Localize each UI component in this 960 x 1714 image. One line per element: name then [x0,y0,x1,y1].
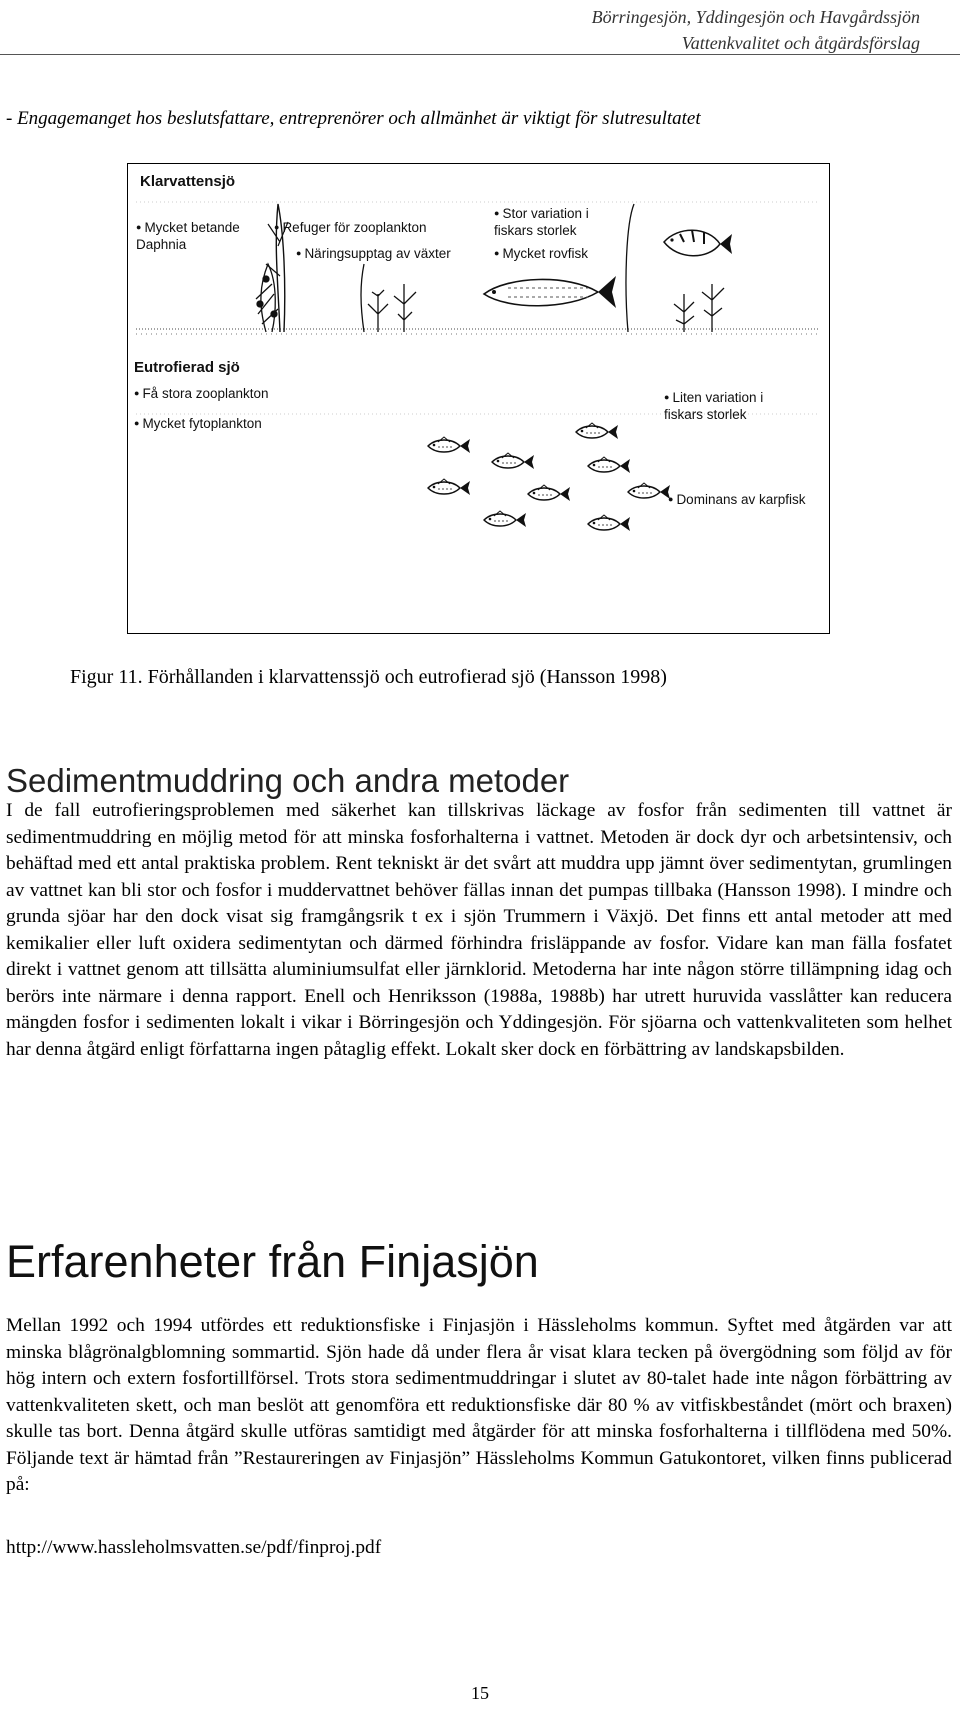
eutrophic-lake-title: Eutrofierad sjö [134,359,240,376]
page-number: 15 [471,1683,489,1703]
lake-comparison-figure [127,163,830,634]
figure-caption: Figur 11. Förhållanden i klarvattenssjö och eutrofierad sjö (Hansson 1998) [70,666,667,688]
paragraph-finjasjon: Mellan 1992 och 1994 utfördes ett reduktionsfiske i Finjasjön i Hässleholms kommun. Syftet med åtgärden var att minska blågrönalgblomning sommartid. Sjön hade då under flera år visat klara tecken på övergödning som följd av för hög intern och extern fosfortillförsel. Trots stora sedimentmuddringar i slutet av 80-talet hade inte någon förbättring av vattenkvaliteten skett, och man beslöt att genomföra ett reduktionsfiske där 80 % av vitfiskbeståndet (mört och braxen) skulle tas bort. Denna åtgärd skulle utföras samtidigt med åtgärder för att minska fosforhalterna i tillflödena med 50%. Följande text är hämtad från ”Restaureringen av Finjasjön” Hässleholms Kommun Gatukontoret, vilken finns publicerad på: [6,1315,952,1495]
dense-plant-icon [256,264,278,332]
label-nutrient: ● Näringsupptag av växter [296,246,451,263]
label-phytoplankton: ● Mycket fytoplankton [134,416,262,433]
clear-lake-title: Klarvattensjö [140,173,236,190]
label-variation: ● Stor variation i fiskars storlek [494,206,589,238]
header-line-2: Vattenkvalitet och åtgärdsförslag [681,33,920,53]
label-carp: ● Dominans av karpfisk [668,492,806,509]
label-predator: ● Mycket rovfisk [494,246,588,263]
header-line-1: Börringesjön, Yddingesjön och Havgårdssjön [591,7,920,27]
running-header [592,4,920,56]
water-plants-icon [361,264,416,332]
source-url-link[interactable]: http://www.hassleholmsvatten.se/pdf/finproj.pdf [6,1537,382,1558]
perch-icon [664,230,732,256]
label-refuge: ● Refuger för zooplankton [274,220,427,237]
paragraph-sediment: I de fall eutrofieringsproblemen med säkerhet kan tillskrivas läckage av fosfor från sedimenten till vattnet är sedimentmuddring en möjlig metod för att minska fosforhalterna i vattnet. Metoden är dock dyr och arbetsintensiv, och behäftad med ett antal praktiska problem. Rent tekniskt är det svårt att muddra upp jämnt över sedimentytan, grumlingen av vattnet kan bli stor och fosfor i muddervattnet behöver fällas innan det pumpas tillbaka (Hansson 1998). I mindre och grunda sjöar har den dock visat sig framgångsrik t ex i sjön Trummern i Växjö. Det finns ett antal metoder att med kemikalier eller luft oxidera sedimentytan och därmed förhindra frisläppande av fosfor. Vidare kan man fälla fosfatet direkt i vattnet genom att tillsätta aluminiumsulfat eller järnklorid. Metoderna har inte någon större tillämpning idag och berörs inte närmare i denna rapport. Enell och Henriksson (1988a, 1988b) har utrett huruvida vasslåtter kan reducera mängden fosfor i sedimenten lokalt i vikar i Börringesjön och Yddingesjön. För sjöarna och vattenkvaliteten som helhet har denna åtgärd enligt författarna ingen påtaglig effekt. Lokalt sker dock en förbättring av landskapsbilden. [6,800,952,1060]
intro-bullet: - Engagemanget hos beslutsfattare, entreprenörer och allmänhet är viktigt för slutresultatet [6,108,701,129]
section-heading-sediment: Sedimentmuddring och andra metoder [6,762,570,799]
label-daphnia: ● Mycket betande Daphnia [136,220,240,252]
label-little-variation: ● Liten variation i fiskars storlek [664,390,763,422]
section-heading-finjasjon: Erfarenheter från Finjasjön [6,1236,539,1287]
header-rule [0,54,960,55]
pike-icon [484,276,616,308]
label-few-zooplankton: ● Få stora zooplankton [134,386,269,403]
